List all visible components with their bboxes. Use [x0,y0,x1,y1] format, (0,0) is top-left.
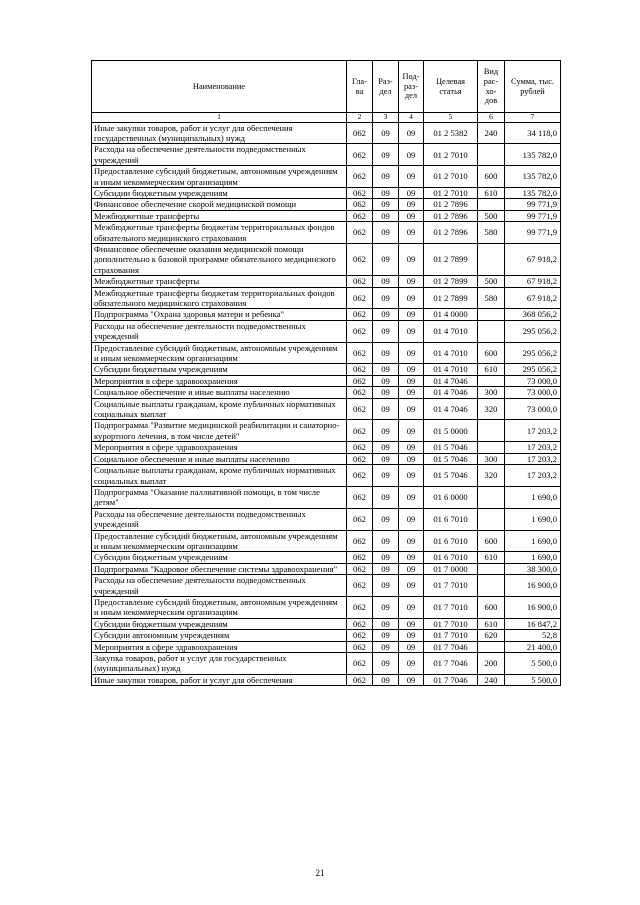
row-glava: 062 [347,375,373,386]
row-sum: 67 918,2 [505,276,561,287]
row-glava: 062 [347,387,373,398]
row-vid: 620 [478,630,505,641]
row-sum: 52,8 [505,630,561,641]
row-name: Предоставление субсидий бюджетным, автономным учреждениям и иным некоммерческим организациям [92,166,347,188]
row-sum: 99 771,9 [505,199,561,210]
table-row [92,420,561,442]
row-podrazdel: 09 [399,144,424,166]
row-name: Социальное обеспечение и иные выплаты населению [92,387,347,398]
row-razdel: 09 [373,453,399,464]
table-row [92,552,561,563]
row-glava: 062 [347,630,373,641]
row-podrazdel: 09 [399,563,424,574]
row-target: 01 6 7010 [424,508,478,530]
row-name: Мероприятия в сфере здравоохранения [92,375,347,386]
row-name: Субсидии бюджетным учреждениям [92,364,347,375]
row-podrazdel: 09 [399,342,424,364]
header-sum: Сумма, тыс. рублей [505,61,561,113]
row-target: 01 5 7046 [424,465,478,487]
row-sum: 17 203,2 [505,453,561,464]
row-target: 01 4 7046 [424,387,478,398]
row-podrazdel: 09 [399,453,424,464]
row-podrazdel: 09 [399,309,424,320]
row-podrazdel: 09 [399,187,424,198]
row-podrazdel: 09 [399,222,424,244]
table-row [92,641,561,652]
row-razdel: 09 [373,309,399,320]
row-name: Субсидии бюджетным учреждениям [92,187,347,198]
row-name: Социальные выплаты гражданам, кроме публичных нормативных социальных выплат [92,465,347,487]
row-vid: 610 [478,364,505,375]
row-glava: 062 [347,453,373,464]
row-glava: 062 [347,144,373,166]
column-number: 7 [505,113,561,123]
table-row [92,364,561,375]
table-row [92,486,561,508]
row-podrazdel: 09 [399,530,424,552]
row-razdel: 09 [373,653,399,675]
row-glava: 062 [347,420,373,442]
row-vid: 580 [478,222,505,244]
row-podrazdel: 09 [399,199,424,210]
row-podrazdel: 09 [399,575,424,597]
row-vid: 610 [478,552,505,563]
row-glava: 062 [347,320,373,342]
row-razdel: 09 [373,375,399,386]
table-row [92,166,561,188]
row-glava: 062 [347,618,373,629]
row-sum: 135 782,0 [505,187,561,198]
row-podrazdel: 09 [399,364,424,375]
row-sum: 295 056,2 [505,342,561,364]
row-target: 01 7 7010 [424,596,478,618]
row-glava: 062 [347,674,373,685]
row-sum: 38 300,0 [505,563,561,574]
row-sum: 73 000,0 [505,398,561,420]
row-target: 01 2 7010 [424,166,478,188]
row-glava: 062 [347,309,373,320]
row-sum: 99 771,9 [505,222,561,244]
row-vid [478,243,505,275]
row-name: Финансовое обеспечение оказания медицинской помощи дополнительно к базовой программе обязательного медицинского страхования [92,243,347,275]
row-sum: 135 782,0 [505,166,561,188]
row-name: Подпрограмма "Оказание паллиативной помощи, в том числе детям" [92,486,347,508]
row-vid [478,486,505,508]
row-podrazdel: 09 [399,653,424,675]
table-row [92,387,561,398]
row-glava: 062 [347,187,373,198]
row-vid: 600 [478,530,505,552]
row-target: 01 5 7046 [424,442,478,453]
row-razdel: 09 [373,552,399,563]
row-glava: 062 [347,287,373,309]
row-vid: 610 [478,187,505,198]
table-row [92,144,561,166]
row-target: 01 2 7896 [424,222,478,244]
row-razdel: 09 [373,596,399,618]
row-name: Межбюджетные трансферты бюджетам территориальных фондов обязательного медицинского страхования [92,287,347,309]
row-target: 01 2 7899 [424,276,478,287]
row-target: 01 7 0000 [424,563,478,574]
row-sum: 1 690,0 [505,552,561,563]
row-target: 01 4 7010 [424,364,478,375]
row-name: Предоставление субсидий бюджетным, автономным учреждениям и иным некоммерческим организациям [92,596,347,618]
row-glava: 062 [347,530,373,552]
table-row [92,618,561,629]
table-row [92,276,561,287]
row-target: 01 4 7046 [424,398,478,420]
table-row [92,342,561,364]
row-podrazdel: 09 [399,387,424,398]
row-target: 01 4 7046 [424,375,478,386]
row-podrazdel: 09 [399,618,424,629]
row-podrazdel: 09 [399,465,424,487]
row-podrazdel: 09 [399,375,424,386]
column-number: 1 [92,113,347,123]
row-name: Подпрограмма "Кадровое обеспечение системы здравоохранения" [92,563,347,574]
table-row [92,222,561,244]
row-vid: 500 [478,276,505,287]
row-vid [478,320,505,342]
column-number: 6 [478,113,505,123]
row-target: 01 2 7010 [424,187,478,198]
table-row [92,530,561,552]
row-glava: 062 [347,122,373,144]
row-razdel: 09 [373,486,399,508]
row-vid [478,563,505,574]
row-razdel: 09 [373,210,399,221]
table-row [92,187,561,198]
row-podrazdel: 09 [399,674,424,685]
table-row [92,630,561,641]
row-podrazdel: 09 [399,243,424,275]
row-vid: 300 [478,453,505,464]
row-podrazdel: 09 [399,398,424,420]
table-row [92,243,561,275]
row-vid: 610 [478,618,505,629]
row-vid: 500 [478,210,505,221]
row-sum: 16 847,2 [505,618,561,629]
row-sum: 1 690,0 [505,486,561,508]
row-glava: 062 [347,641,373,652]
row-name: Социальное обеспечение и иные выплаты населению [92,453,347,464]
row-podrazdel: 09 [399,486,424,508]
row-target: 01 2 7896 [424,210,478,221]
row-podrazdel: 09 [399,287,424,309]
row-podrazdel: 09 [399,166,424,188]
row-name: Финансовое обеспечение скорой медицинской помощи [92,199,347,210]
row-razdel: 09 [373,387,399,398]
row-glava: 062 [347,465,373,487]
row-razdel: 09 [373,618,399,629]
row-sum: 21 400,0 [505,641,561,652]
table-row [92,575,561,597]
row-sum: 1 690,0 [505,508,561,530]
row-glava: 062 [347,442,373,453]
row-glava: 062 [347,222,373,244]
row-vid [478,641,505,652]
table-row [92,465,561,487]
row-podrazdel: 09 [399,596,424,618]
row-glava: 062 [347,653,373,675]
row-podrazdel: 09 [399,641,424,652]
row-glava: 062 [347,166,373,188]
row-name: Мероприятия в сфере здравоохранения [92,641,347,652]
row-podrazdel: 09 [399,276,424,287]
row-vid: 240 [478,122,505,144]
row-glava: 062 [347,575,373,597]
row-target: 01 2 5382 [424,122,478,144]
row-vid: 200 [478,653,505,675]
row-target: 01 5 7046 [424,453,478,464]
header-podrazdel: Под- раз- дел [399,61,424,113]
row-podrazdel: 09 [399,630,424,641]
row-name: Межбюджетные трансферты бюджетам территориальных фондов обязательного медицинского страхования [92,222,347,244]
row-sum: 16 900,0 [505,575,561,597]
row-name: Расходы на обеспечение деятельности подведомственных учреждений [92,144,347,166]
row-vid: 600 [478,342,505,364]
row-razdel: 09 [373,222,399,244]
row-glava: 062 [347,552,373,563]
row-podrazdel: 09 [399,320,424,342]
row-name: Субсидии автономным учреждениям [92,630,347,641]
row-razdel: 09 [373,199,399,210]
row-sum: 16 900,0 [505,596,561,618]
row-razdel: 09 [373,442,399,453]
table-row [92,442,561,453]
table-row [92,453,561,464]
row-name: Предоставление субсидий бюджетным, автономным учреждениям и иным некоммерческим организациям [92,342,347,364]
row-target: 01 7 7046 [424,641,478,652]
row-glava: 062 [347,596,373,618]
row-glava: 062 [347,398,373,420]
row-target: 01 6 7010 [424,552,478,563]
column-number: 2 [347,113,373,123]
row-sum: 17 203,2 [505,465,561,487]
table-row [92,508,561,530]
row-glava: 062 [347,486,373,508]
row-razdel: 09 [373,276,399,287]
row-razdel: 09 [373,508,399,530]
row-sum: 73 000,0 [505,375,561,386]
row-target: 01 7 7010 [424,630,478,641]
row-razdel: 09 [373,187,399,198]
row-glava: 062 [347,563,373,574]
table-row [92,199,561,210]
row-vid [478,508,505,530]
row-razdel: 09 [373,243,399,275]
row-podrazdel: 09 [399,442,424,453]
row-vid [478,420,505,442]
row-target: 01 4 7010 [424,320,478,342]
budget-table [91,60,561,686]
row-sum: 135 782,0 [505,144,561,166]
row-vid: 600 [478,596,505,618]
row-glava: 062 [347,199,373,210]
column-number-row [92,113,561,123]
row-sum: 34 118,0 [505,122,561,144]
row-name: Иные закупки товаров, работ и услуг для обеспечения государственных (муниципальных) нужд [92,122,347,144]
row-vid [478,575,505,597]
row-name: Расходы на обеспечение деятельности подведомственных учреждений [92,320,347,342]
row-glava: 062 [347,364,373,375]
row-vid: 320 [478,465,505,487]
header-vid: Вид рас- хо- дов [478,61,505,113]
row-vid [478,309,505,320]
row-target: 01 7 7046 [424,653,478,675]
table-row [92,674,561,685]
row-podrazdel: 09 [399,210,424,221]
header-razdel: Раз- дел [373,61,399,113]
row-target: 01 4 0000 [424,309,478,320]
header-glava: Гла- ва [347,61,373,113]
row-target: 01 2 7010 [424,144,478,166]
row-razdel: 09 [373,641,399,652]
table-header-row [92,61,561,113]
row-sum: 67 918,2 [505,243,561,275]
row-vid [478,442,505,453]
row-glava: 062 [347,342,373,364]
table-row [92,210,561,221]
row-target: 01 7 7010 [424,618,478,629]
row-name: Иные закупки товаров, работ и услуг для обеспечения [92,674,347,685]
row-razdel: 09 [373,398,399,420]
table-row [92,122,561,144]
row-target: 01 2 7899 [424,287,478,309]
row-vid [478,375,505,386]
row-name: Расходы на обеспечение деятельности подведомственных учреждений [92,508,347,530]
row-razdel: 09 [373,166,399,188]
row-target: 01 7 7046 [424,674,478,685]
row-target: 01 2 7899 [424,243,478,275]
row-name: Расходы на обеспечение деятельности подведомственных учреждений [92,575,347,597]
table-row [92,563,561,574]
column-number: 5 [424,113,478,123]
row-razdel: 09 [373,420,399,442]
row-sum: 295 056,2 [505,320,561,342]
page-number: 21 [315,868,325,878]
row-vid: 580 [478,287,505,309]
row-vid [478,144,505,166]
row-glava: 062 [347,276,373,287]
row-glava: 062 [347,243,373,275]
row-razdel: 09 [373,530,399,552]
row-podrazdel: 09 [399,420,424,442]
row-name: Закупка товаров, работ и услуг для государственных (муниципальных) нужд [92,653,347,675]
row-razdel: 09 [373,320,399,342]
row-target: 01 6 0000 [424,486,478,508]
row-sum: 368 056,2 [505,309,561,320]
row-sum: 73 000,0 [505,387,561,398]
row-razdel: 09 [373,674,399,685]
row-razdel: 09 [373,287,399,309]
row-name: Мероприятия в сфере здравоохранения [92,442,347,453]
row-name: Межбюджетные трансферты [92,276,347,287]
row-name: Подпрограмма "Развитие медицинской реабилитации и санаторно-курортного лечения, в том числе детей" [92,420,347,442]
row-razdel: 09 [373,144,399,166]
row-razdel: 09 [373,575,399,597]
row-sum: 5 500,0 [505,653,561,675]
row-sum: 1 690,0 [505,530,561,552]
row-name: Социальные выплаты гражданам, кроме публичных нормативных социальных выплат [92,398,347,420]
header-target: Целевая статья [424,61,478,113]
table-row [92,653,561,675]
header-name: Наименование [92,61,347,113]
row-sum: 67 918,2 [505,287,561,309]
row-name: Субсидии бюджетным учреждениям [92,618,347,629]
table-body [92,122,561,686]
row-vid: 300 [478,387,505,398]
table-row [92,309,561,320]
column-number: 4 [399,113,424,123]
row-razdel: 09 [373,465,399,487]
table-row [92,398,561,420]
column-number: 3 [373,113,399,123]
table-row [92,596,561,618]
table-row [92,375,561,386]
row-sum: 17 203,2 [505,442,561,453]
row-sum: 5 500,0 [505,674,561,685]
row-vid [478,199,505,210]
row-target: 01 6 7010 [424,530,478,552]
row-glava: 062 [347,508,373,530]
row-name: Межбюджетные трансферты [92,210,347,221]
row-name: Субсидии бюджетным учреждениям [92,552,347,563]
row-razdel: 09 [373,122,399,144]
row-target: 01 4 7010 [424,342,478,364]
row-glava: 062 [347,210,373,221]
row-razdel: 09 [373,630,399,641]
row-sum: 17 203,2 [505,420,561,442]
row-sum: 295 056,2 [505,364,561,375]
row-razdel: 09 [373,342,399,364]
row-target: 01 2 7896 [424,199,478,210]
row-podrazdel: 09 [399,122,424,144]
row-name: Предоставление субсидий бюджетным, автономным учреждениям и иным некоммерческим организациям [92,530,347,552]
row-vid: 240 [478,674,505,685]
table-row [92,287,561,309]
row-razdel: 09 [373,563,399,574]
row-razdel: 09 [373,364,399,375]
row-vid: 320 [478,398,505,420]
row-podrazdel: 09 [399,508,424,530]
table-row [92,320,561,342]
row-sum: 99 771,9 [505,210,561,221]
row-name: Подпрограмма "Охрана здоровья матери и ребенка" [92,309,347,320]
row-vid: 600 [478,166,505,188]
row-target: 01 7 7010 [424,575,478,597]
row-podrazdel: 09 [399,552,424,563]
row-target: 01 5 0000 [424,420,478,442]
